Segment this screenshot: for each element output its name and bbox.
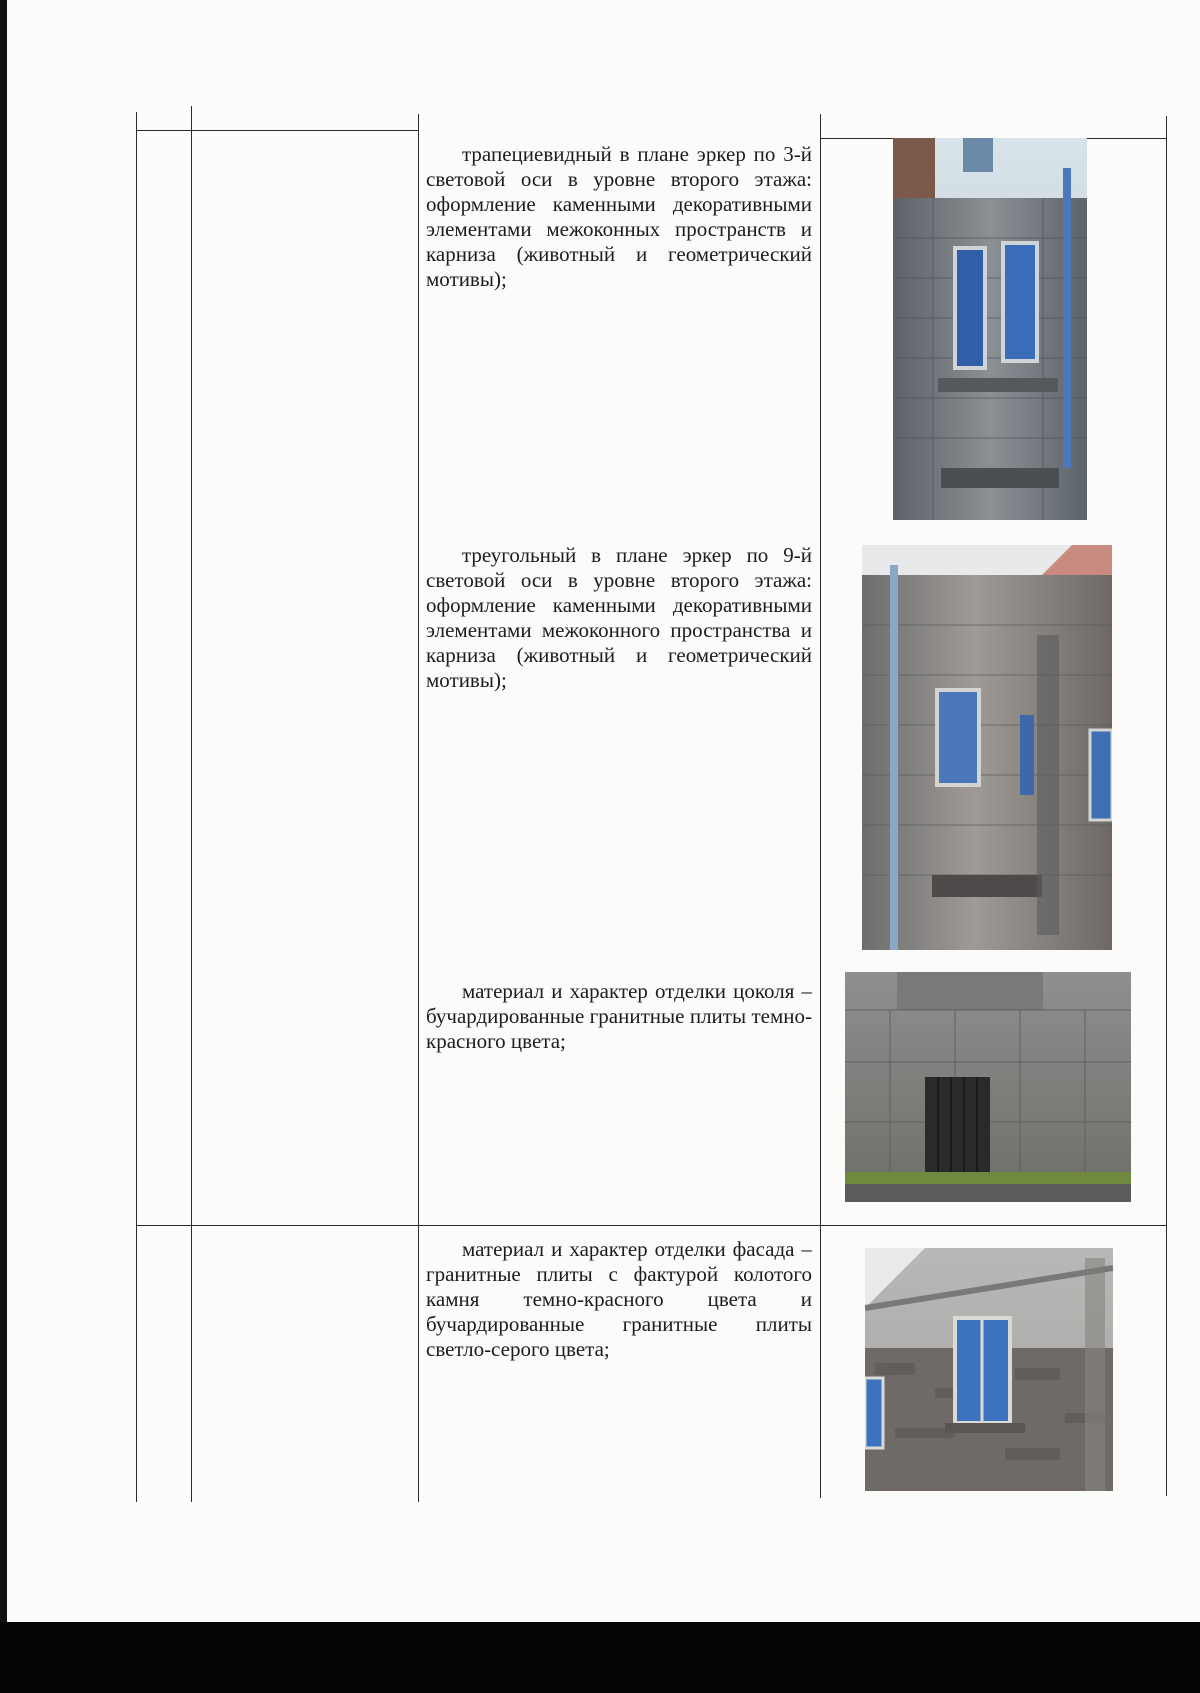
photo-triangular-oriel <box>862 545 1112 950</box>
scan-border <box>0 1622 1200 1693</box>
description-trapezoidal-oriel: трапециевидный в плане эркер по 3-й световой оси в уровне второго этажа: оформление каменными декоративными элементами межоконных пространств и карниза (животный и геометрический мотивы); <box>426 142 812 291</box>
photo-plinth <box>845 972 1131 1202</box>
table-row-border <box>136 130 418 131</box>
table-column-divider <box>191 106 192 1502</box>
description-plinth: материал и характер отделки цоколя – бучардированные гранитные плиты темно-красного цвета; <box>426 979 812 1053</box>
table-column-divider <box>820 114 821 1498</box>
photo-trapezoidal-oriel <box>893 138 1087 520</box>
table-border-right <box>1166 116 1167 1496</box>
description-facade: материал и характер отделки фасада – гранитные плиты с фактурой колотого камня темно-красного цвета и бучардированные гранитные плиты светло-серого цвета; <box>426 1237 812 1361</box>
table-border-left <box>136 112 137 1502</box>
table-row-border <box>136 1225 1166 1226</box>
scan-edge <box>0 0 7 1693</box>
photo-facade <box>865 1248 1113 1491</box>
table-column-divider <box>418 114 419 1502</box>
description-triangular-oriel: треугольный в плане эркер по 9-й световой оси в уровне второго этажа: оформление каменными декоративными элементами межоконного пространства и карниза (животный и геометрический мотивы); <box>426 543 812 692</box>
